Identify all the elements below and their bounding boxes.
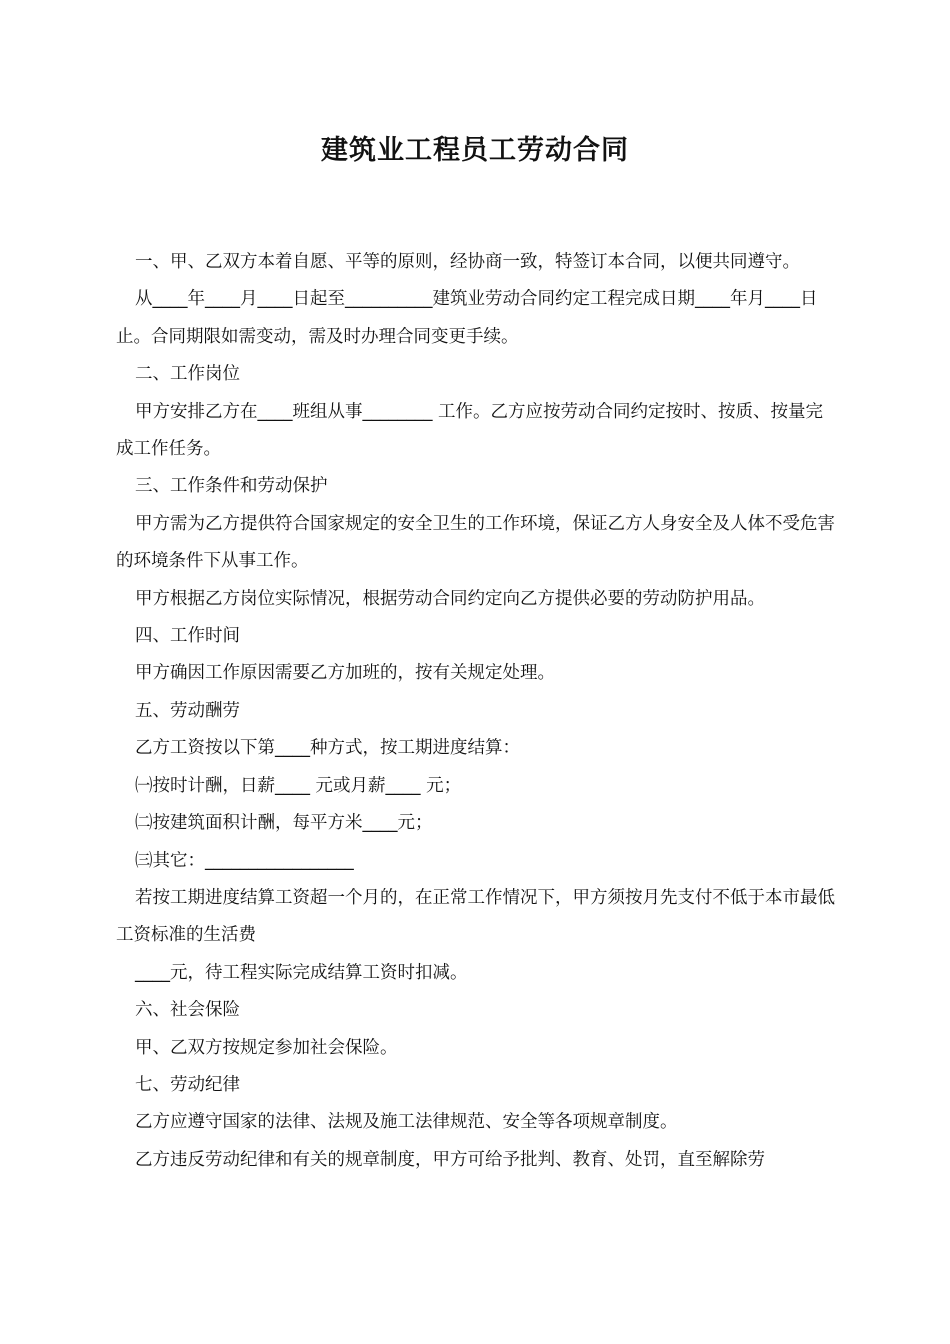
pay-option-1: ㈠按时计酬，日薪____ 元或月薪____ 元； xyxy=(135,775,462,796)
paragraph-4: 甲方需为乙方提供符合国家规定的安全卫生的工作环境，保证乙方人身安全及人体不受危害的环境条件下从事工作。 xyxy=(116,513,835,572)
paragraph-5: 甲方根据乙方岗位实际情况，根据劳动合同约定向乙方提供必要的劳动防护用品。 xyxy=(135,588,765,609)
section-heading-4: 四、工作时间 xyxy=(135,626,240,647)
document-body xyxy=(116,244,836,1179)
section-heading-2: 二、工作岗位 xyxy=(135,364,240,385)
paragraph-10: 甲、乙双方按规定参加社会保险。 xyxy=(135,1037,398,1058)
paragraph-3: 甲方安排乙方在____班组从事________ 工作。乙方应按劳动合同约定按时、按质、按量完成工作任务。 xyxy=(116,401,824,460)
section-heading-7: 七、劳动纪律 xyxy=(135,1074,240,1095)
pay-option-3: ㈢其它：_________________ xyxy=(135,850,354,871)
paragraph-12: 乙方违反劳动纪律和有关的规章制度，甲方可给予批判、教育、处罚，直至解除劳 xyxy=(135,1149,765,1170)
document-title: 建筑业工程员工劳动合同 xyxy=(321,135,629,166)
paragraph-2: 从____年____月____日起至__________建筑业劳动合同约定工程完成日期____年月____日止。合同期限如需变动，需及时办理合同变更手续。 xyxy=(116,289,818,347)
section-heading-5: 五、劳动酬劳 xyxy=(135,700,240,721)
paragraph-6: 甲方确因工作原因需要乙方加班的，按有关规定处理。 xyxy=(135,663,555,684)
paragraph-11: 乙方应遵守国家的法律、法规及施工法律规范、安全等各项规章制度。 xyxy=(135,1112,678,1133)
pay-option-2: ㈡按建筑面积计酬，每平方米____元； xyxy=(135,813,433,834)
section-heading-3: 三、工作条件和劳动保护 xyxy=(135,476,328,497)
paragraph-8: 若按工期进度结算工资超一个月的，在正常工作情况下，甲方须按月先支付不低于本市最低工资标准的生活费 xyxy=(116,887,835,946)
paragraph-7: 乙方工资按以下第____种方式，按工期进度结算： xyxy=(135,738,520,759)
paragraph-1: 一、甲、乙双方本着自愿、平等的原则，经协商一致，特签订本合同，以便共同遵守。 xyxy=(135,252,800,272)
paragraph-9: ____元，待工程实际完成结算工资时扣减。 xyxy=(135,962,468,983)
section-heading-6: 六、社会保险 xyxy=(135,1000,240,1021)
